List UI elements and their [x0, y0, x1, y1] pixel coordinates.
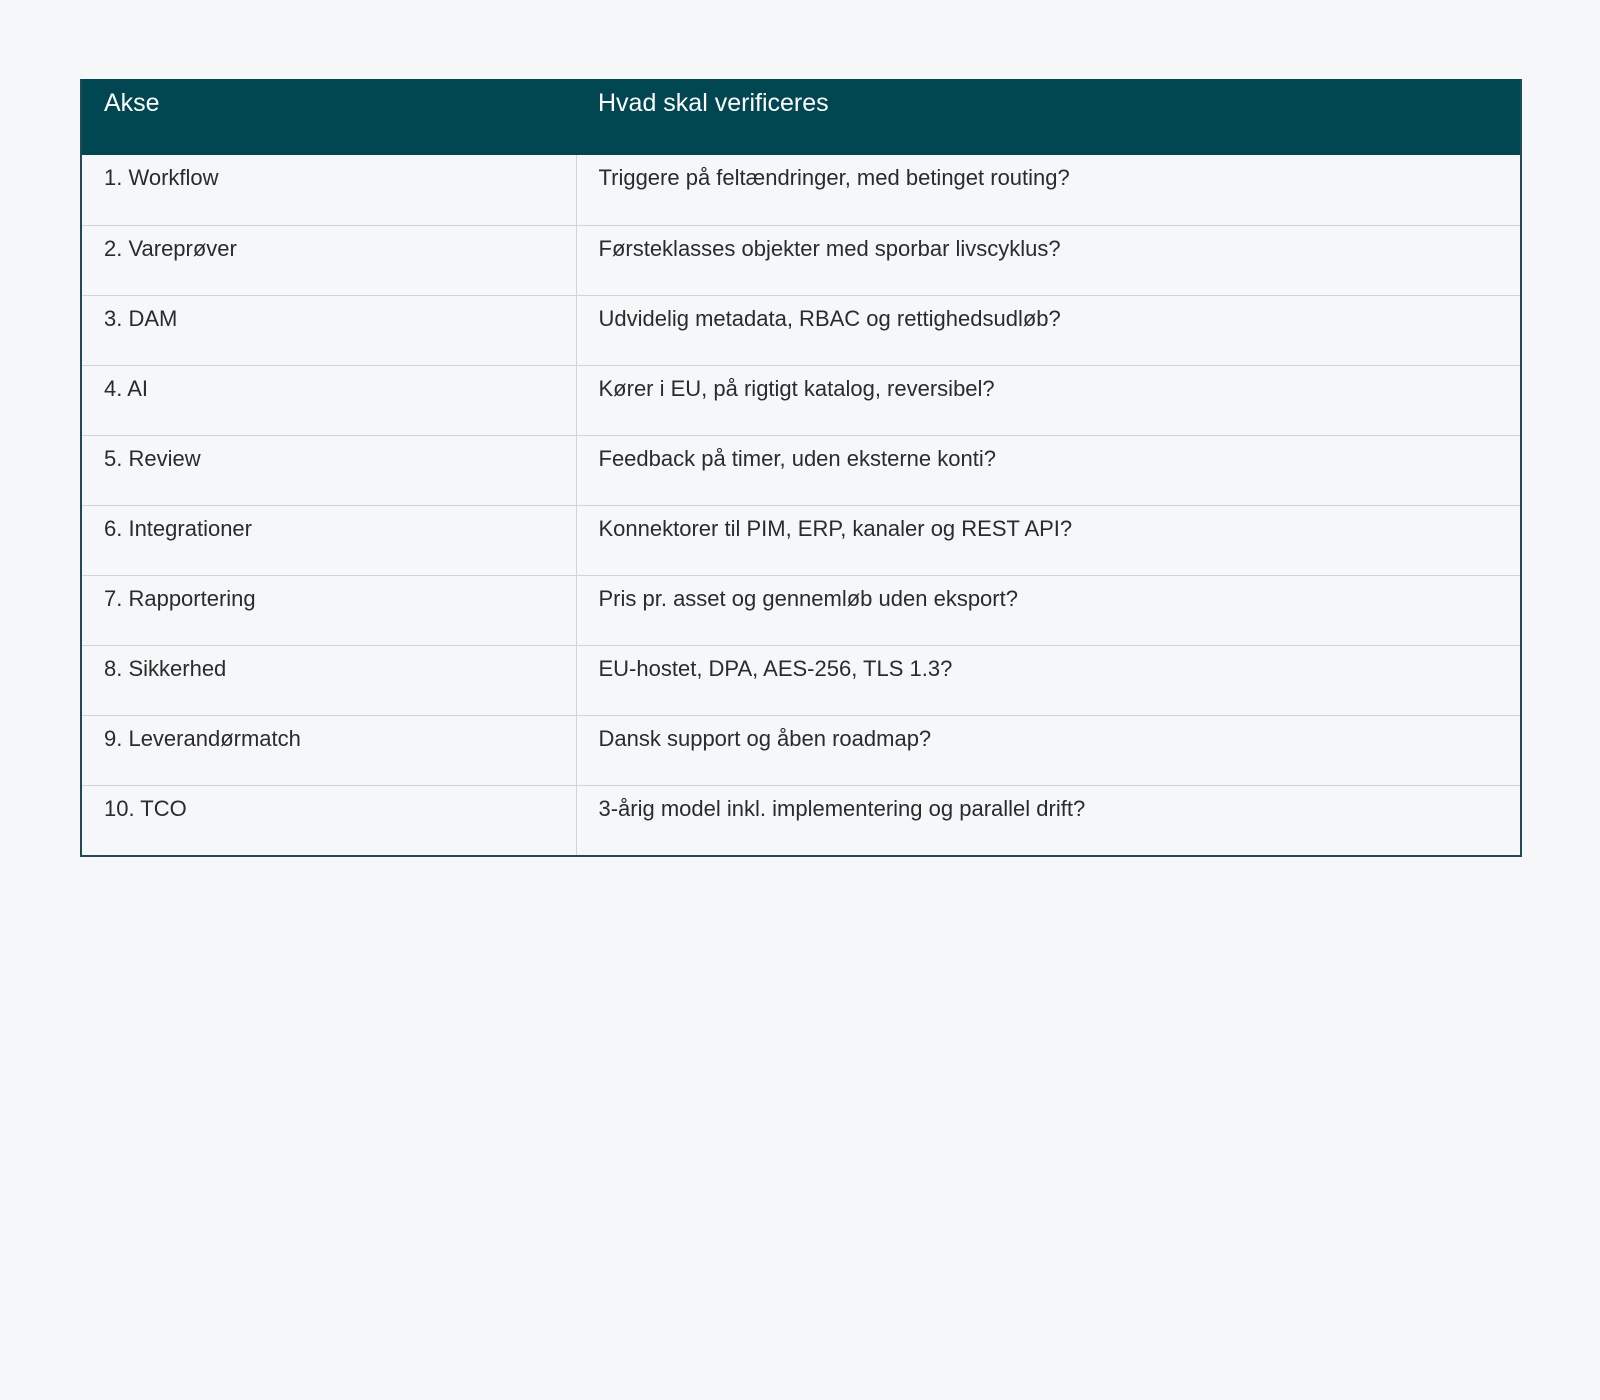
table-row — [82, 225, 1520, 295]
row-verification-cell: Pris pr. asset og gennemløb uden eksport? — [576, 575, 1520, 645]
header-row — [82, 79, 1520, 155]
table-row — [82, 295, 1520, 365]
row-axis-cell: 8. Sikkerhed — [82, 645, 576, 715]
row-axis-cell: 4. AI — [82, 365, 576, 435]
row-verification-cell: Feedback på timer, uden eksterne konti? — [576, 435, 1520, 505]
table-row — [82, 505, 1520, 575]
verification-table-container — [80, 79, 1522, 857]
row-verification-cell: EU-hostet, DPA, AES-256, TLS 1.3? — [576, 645, 1520, 715]
table-row — [82, 715, 1520, 785]
table-row — [82, 645, 1520, 715]
row-verification-cell: Triggere på feltændringer, med betinget routing? — [598, 165, 1070, 190]
row-axis-cell: 10. TCO — [82, 785, 576, 855]
row-axis-cell: 9. Leverandørmatch — [82, 715, 576, 785]
table-header — [82, 79, 1520, 155]
row-axis-cell: 6. Integrationer — [82, 505, 576, 575]
table-row — [82, 365, 1520, 435]
table-row — [82, 575, 1520, 645]
verification-table — [82, 79, 1520, 855]
row-axis-cell: 7. Rapportering — [82, 575, 576, 645]
row-verification-cell: Førsteklasses objekter med sporbar livscyklus? — [576, 225, 1520, 295]
row-verification-cell: Kører i EU, på rigtigt katalog, reversibel? — [576, 365, 1520, 435]
row-axis-cell: 5. Review — [82, 435, 576, 505]
row-verification-cell: Dansk support og åben roadmap? — [576, 715, 1520, 785]
table-row — [82, 155, 1520, 225]
table-row — [82, 435, 1520, 505]
header-cell-akse: Akse — [104, 89, 160, 117]
row-axis-cell: 3. DAM — [82, 295, 576, 365]
table-body — [82, 155, 1520, 855]
row-verification-cell: 3-årig model inkl. implementering og parallel drift? — [576, 785, 1520, 855]
row-axis-cell: 1. Workflow — [82, 155, 576, 225]
header-cell-hvad-skal-verificeres: Hvad skal verificeres — [598, 89, 829, 117]
row-verification-cell: Konnektorer til PIM, ERP, kanaler og REST API? — [576, 505, 1520, 575]
row-axis-cell: 2. Vareprøver — [82, 225, 576, 295]
table-row — [82, 785, 1520, 855]
row-verification-cell: Udvidelig metadata, RBAC og rettighedsudløb? — [576, 295, 1520, 365]
